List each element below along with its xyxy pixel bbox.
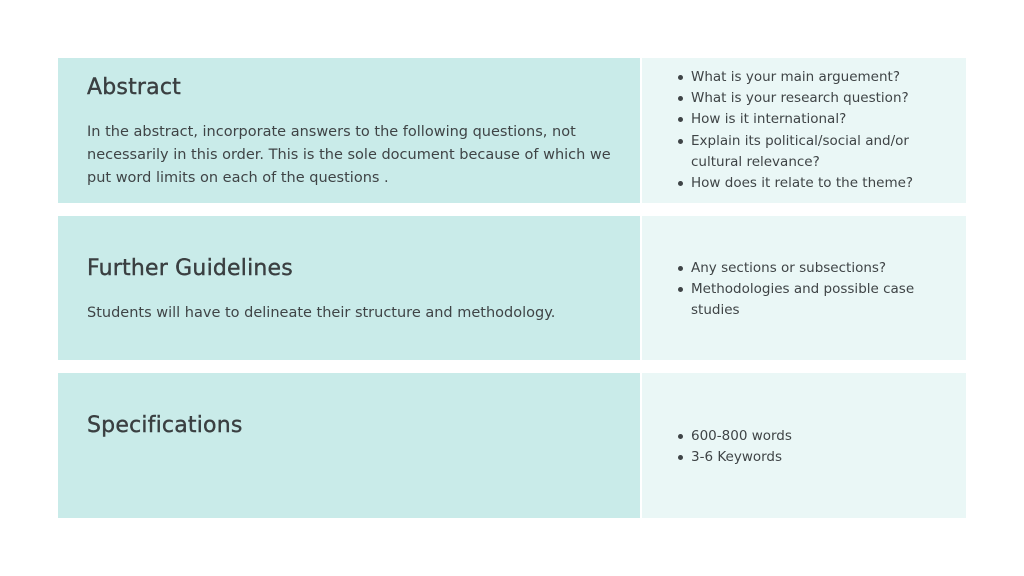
bullet-dot-icon xyxy=(678,139,683,144)
bullet-dot-icon xyxy=(678,455,683,460)
section-abstract xyxy=(58,58,966,203)
bullet-dot-icon xyxy=(678,117,683,122)
bullet-dot-icon xyxy=(678,434,683,439)
bullet-item: 3-6 Keywords xyxy=(678,447,943,468)
section-specifications xyxy=(58,373,966,518)
section-further-guidelines xyxy=(58,216,966,360)
bullet-dot-icon xyxy=(678,96,683,101)
bullet-list xyxy=(678,426,943,468)
bullet-item: How does it relate to the theme? xyxy=(678,173,943,194)
section-main-panel xyxy=(58,373,640,518)
section-bullet-panel xyxy=(642,58,966,203)
section-bullet-panel xyxy=(642,373,966,518)
section-main-panel xyxy=(58,216,640,360)
bullet-item: What is your research question? xyxy=(678,88,943,109)
bullet-dot-icon xyxy=(678,181,683,186)
bullet-item: How is it international? xyxy=(678,109,943,130)
section-description: Students will have to delineate their structure and methodology. xyxy=(87,305,556,321)
section-title: Specifications xyxy=(87,413,243,438)
bullet-dot-icon xyxy=(678,75,683,80)
section-main-panel xyxy=(58,58,640,203)
bullet-item: Any sections or subsections? xyxy=(678,258,943,279)
bullet-item: What is your main arguement? xyxy=(678,67,943,88)
bullet-item: Explain its political/social and/or cultural relevance? xyxy=(678,131,943,173)
bullet-item: Methodologies and possible case studies xyxy=(678,279,943,321)
section-bullet-panel xyxy=(642,216,966,360)
bullet-item: 600-800 words xyxy=(678,426,943,447)
bullet-list xyxy=(678,67,943,194)
bullet-dot-icon xyxy=(678,266,683,271)
bullet-list xyxy=(678,258,943,322)
section-title: Abstract xyxy=(87,75,181,100)
section-description: In the abstract, incorporate answers to the following questions, not necessarily in this order. This is the sole document because of which we put word limits on each of the questions . xyxy=(87,124,611,186)
section-title: Further Guidelines xyxy=(87,256,293,281)
bullet-dot-icon xyxy=(678,287,683,292)
